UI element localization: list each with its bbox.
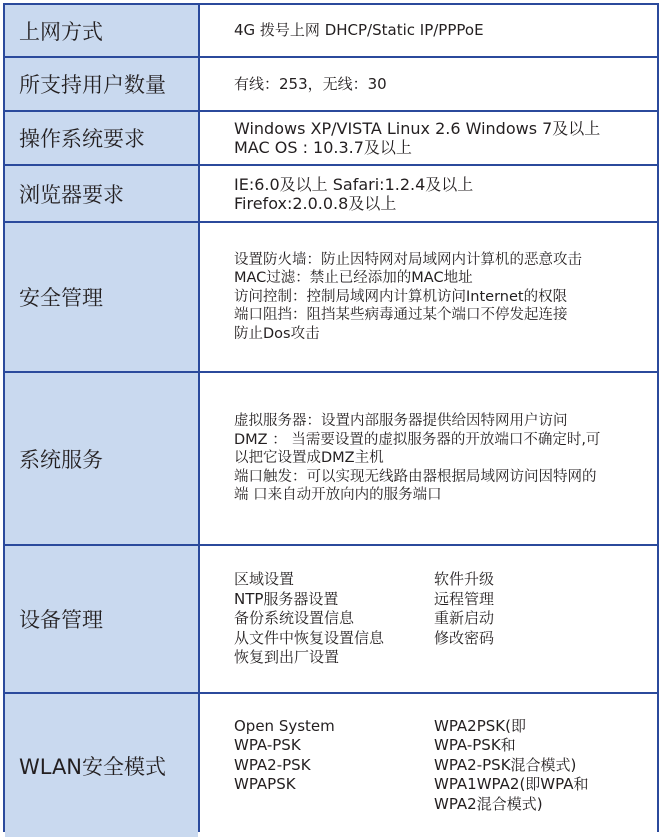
list-item: WPAPSK (234, 775, 296, 794)
list-item: 恢复到出厂设置 (234, 648, 340, 667)
value-line: 端 口来自动开放向内的服务端口 (234, 487, 442, 504)
value-line: 端口触发：可以实现无线路由器根据局域网访问因特网的 (234, 468, 597, 485)
list-item: 修改密码 (434, 628, 495, 647)
value-system-services (200, 373, 657, 544)
value-line: 虚拟服务器：设置内部服务器提供给因特网用户访问 (234, 413, 568, 430)
list-item: 从文件中恢复设置信息 (234, 628, 385, 647)
list-item: WPA-PSK (234, 736, 301, 755)
value-line: 4G 拨号上网 DHCP/Static IP/PPPoE (234, 21, 484, 39)
list-item: 备份系统设置信息 (234, 609, 355, 628)
label-browser-requirements: 浏览器要求 (5, 166, 198, 221)
wlan-security-left-column (234, 717, 434, 815)
value-supported-users (200, 58, 657, 110)
wlan-security-columns (234, 717, 649, 815)
value-device-management (200, 546, 657, 692)
value-internet-access (200, 5, 657, 56)
label-internet-access: 上网方式 (5, 5, 198, 56)
list-item: WPA2PSK(即 (434, 716, 526, 735)
value-line: Firefox:2.0.0.8及以上 (234, 193, 397, 213)
value-line: DMZ ： 当需要设置的虚拟服务器的开放端口不确定时,可 (234, 431, 601, 448)
list-item: WPA-PSK和 (434, 736, 516, 755)
value-line: MAC OS : 10.3.7及以上 (234, 138, 412, 157)
value-wlan-security-mode (200, 694, 657, 837)
list-item: 重新启动 (434, 609, 495, 628)
value-line: 访问控制：控制局域网内计算机访问Internet的权限 (234, 288, 568, 305)
value-security-management (200, 223, 657, 371)
list-item: WPA2混合模式) (434, 794, 543, 813)
label-system-services: 系统服务 (5, 373, 198, 544)
value-line: Windows XP/VISTA Linux 2.6 Windows 7及以上 (234, 119, 601, 138)
list-item: NTP服务器设置 (234, 589, 339, 608)
value-line: 端口阻挡：阻挡某些病毒通过某个端口不停发起连接 (234, 307, 568, 324)
list-item: WPA1WPA2(即WPA和 (434, 775, 589, 794)
list-item: WPA2-PSK混合模式) (434, 755, 577, 774)
device-management-columns (234, 570, 649, 668)
label-os-requirements: 操作系统要求 (5, 112, 198, 164)
label-security-management: 安全管理 (5, 223, 198, 371)
list-item: 远程管理 (434, 589, 495, 608)
value-line: MAC过滤：禁止已经添加的MAC地址 (234, 270, 473, 287)
list-item: Open System (234, 716, 335, 735)
list-item: 区域设置 (234, 570, 295, 589)
list-item: WPA2-PSK (234, 755, 311, 774)
device-management-right-column (434, 570, 649, 668)
value-os-requirements (200, 112, 657, 164)
label-wlan-security-mode: WLAN安全模式 (5, 694, 198, 837)
device-management-left-column (234, 570, 434, 668)
value-line: 设置防火墙：防止因特网对局域网内计算机的恶意攻击 (234, 251, 582, 268)
wlan-security-right-column (434, 717, 649, 815)
spec-table (3, 3, 659, 832)
value-line: IE:6.0及以上 Safari:1.2.4及以上 (234, 174, 474, 194)
value-line: 以把它设置成DMZ主机 (234, 450, 384, 467)
value-browser-requirements (200, 166, 657, 221)
value-line: 有线：253，无线：30 (234, 74, 387, 93)
label-device-management: 设备管理 (5, 546, 198, 692)
label-supported-users: 所支持用户数量 (5, 58, 198, 110)
value-line: 防止Dos攻击 (234, 325, 320, 342)
list-item: 软件升级 (434, 570, 495, 589)
